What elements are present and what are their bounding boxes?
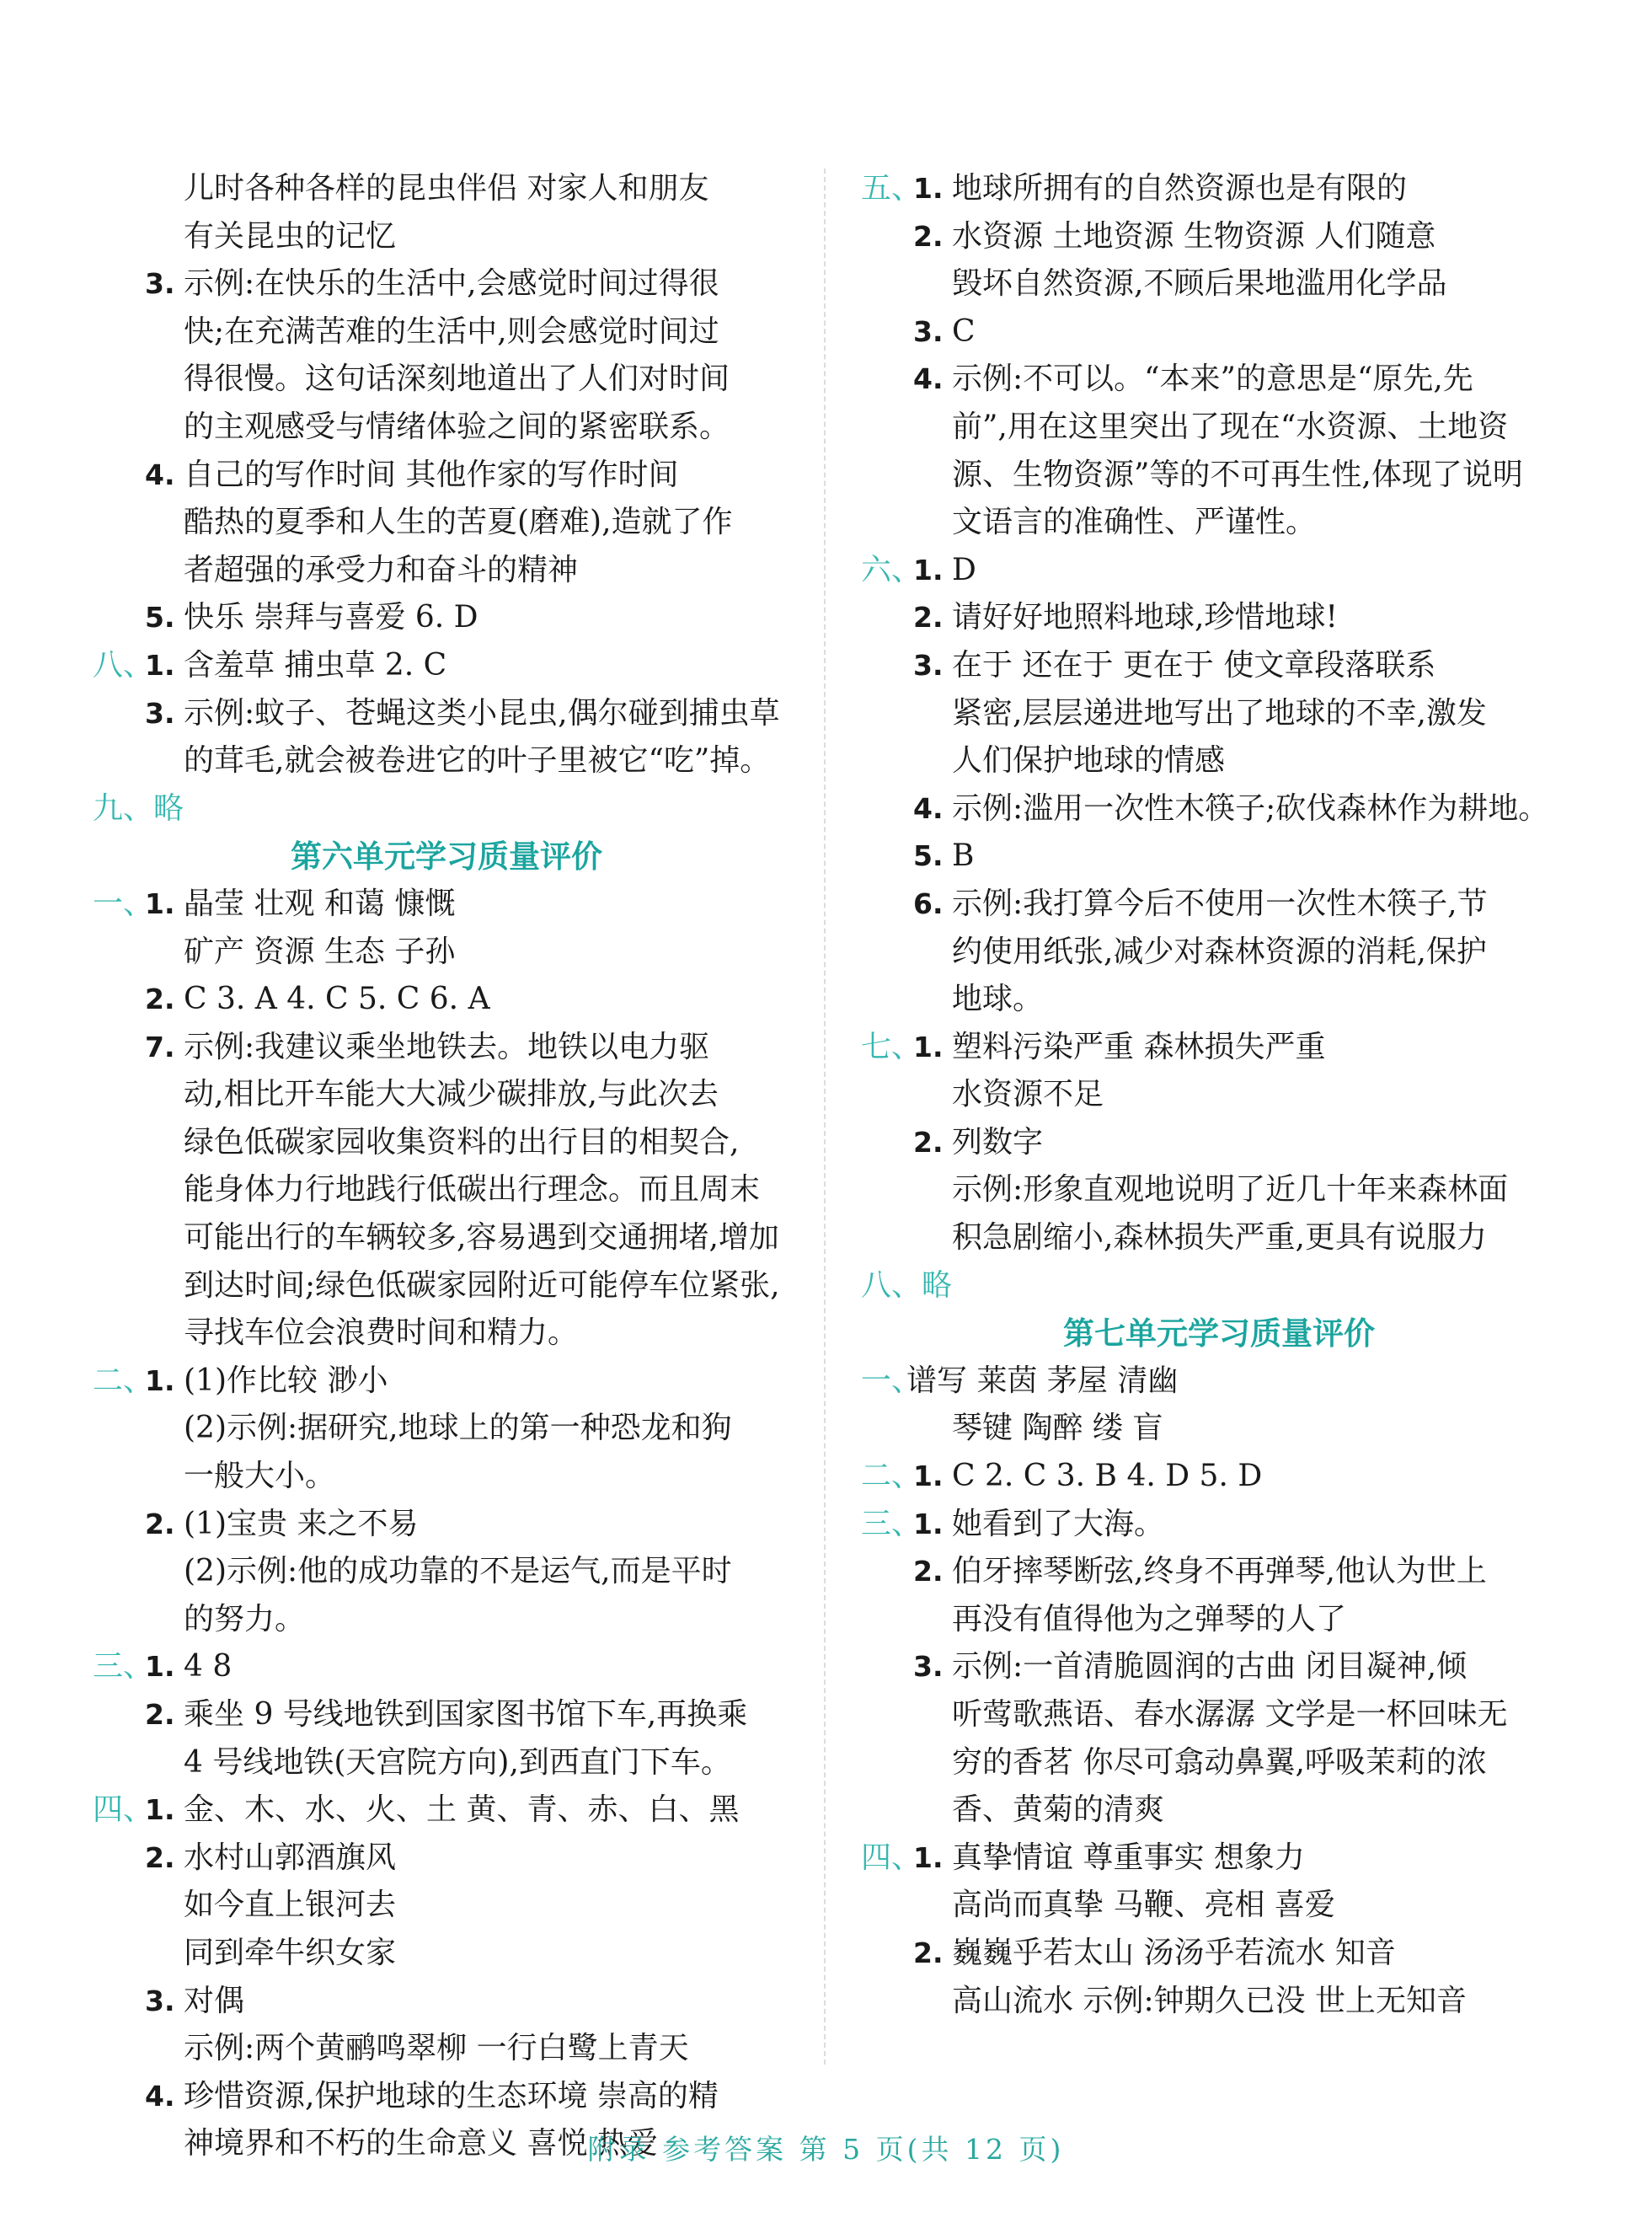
answer-text: 快乐 崇拜与喜爱 6. D — [184, 600, 478, 635]
answer-text: 地球。 — [952, 982, 1044, 1017]
section-marker: 二、 — [93, 1363, 154, 1398]
unit-heading: 第六单元学习质量评价 — [291, 838, 602, 876]
answer-line — [93, 404, 800, 452]
answer-text: 示例:形象直观地说明了近几十年来森林面 — [952, 1172, 1509, 1208]
answer-text: (1)宝贵 来之不易 — [184, 1506, 419, 1541]
answer-line — [93, 547, 800, 595]
answer-text: 绿色低碳家园收集资料的出行目的相契合, — [184, 1124, 740, 1160]
answer-line — [861, 1786, 1577, 1835]
section-marker: 五、 — [861, 171, 922, 206]
answer-line — [93, 1548, 800, 1596]
question-number: 1. — [913, 1030, 944, 1063]
answer-text: 琴键 陶醉 缕 盲 — [952, 1411, 1163, 1446]
answer-text: 示例:我建议乘坐地铁去。地铁以电力驱 — [184, 1029, 710, 1064]
answer-line — [861, 1358, 1577, 1406]
question-number: 1. — [913, 553, 944, 587]
answer-line — [861, 1166, 1577, 1214]
answer-line — [93, 1262, 800, 1310]
answer-line — [93, 881, 800, 929]
answer-line — [861, 1739, 1577, 1787]
answer-text: 的努力。 — [184, 1601, 306, 1636]
answer-text: 高尚而真挚 马鞭、亮相 喜爱 — [952, 1888, 1335, 1923]
answer-line — [93, 1405, 800, 1453]
answer-text: 有关昆虫的记忆 — [184, 218, 397, 254]
answer-text: 再没有值得他为之弹琴的人了 — [952, 1601, 1347, 1636]
answer-text: 前”,用在这里突出了现在“水资源、土地资 — [952, 409, 1509, 444]
answer-text: 高山流水 示例:钟期久已没 世上无知音 — [952, 1983, 1468, 2018]
answer-text: 穷的香茗 你尽可翕动鼻翼,呼吸茉莉的浓 — [952, 1744, 1487, 1780]
answer-text: 对偶 — [184, 1983, 245, 2018]
answer-text: 晶莹 壮观 和蔼 慷慨 — [184, 886, 456, 921]
answer-line — [861, 1978, 1577, 2026]
question-number: 7. — [145, 1030, 175, 1063]
answer-text: 示例:在快乐的生活中,会感觉时间过得很 — [184, 266, 719, 302]
answer-line — [93, 1978, 800, 2026]
section-marker: 九、略 — [93, 790, 184, 826]
answer-text: 示例:滥用一次性木筷子;砍伐森林作为耕地。 — [952, 790, 1549, 826]
question-number: 2. — [145, 1840, 175, 1874]
answer-text: 珍惜资源,保护地球的生态环境 崇高的精 — [184, 2078, 719, 2113]
question-number: 4. — [145, 2079, 175, 2113]
answer-line — [93, 1643, 800, 1691]
answer-text: 在于 还在于 更在于 使文章段落联系 — [952, 647, 1436, 683]
answer-line — [93, 2073, 800, 2121]
answer-text: 快;在充满苦难的生活中,则会感觉时间过 — [184, 313, 719, 349]
answer-line — [93, 1596, 800, 1644]
question-number: 2. — [145, 1698, 175, 1731]
answer-line — [861, 1262, 1577, 1310]
answer-text: 示例:两个黄鹂鸣翠柳 一行白鹭上青天 — [184, 2031, 689, 2066]
answer-line — [93, 1310, 800, 1358]
answer-text: (2)示例:据研究,地球上的第一种恐龙和狗 — [184, 1411, 732, 1446]
question-number: 3. — [145, 1984, 175, 2017]
answer-line — [861, 547, 1577, 595]
answer-line — [861, 308, 1577, 356]
unit-heading: 第七单元学习质量评价 — [1063, 1315, 1375, 1353]
answer-text: 如今直上银河去 — [184, 1888, 397, 1923]
answer-text: 到达时间;绿色低碳家园附近可能停车位紧张, — [184, 1267, 780, 1303]
answer-line — [861, 881, 1577, 929]
answer-line — [93, 1071, 800, 1119]
answer-text: 能身体力行地践行低碳出行理念。而且周末 — [184, 1172, 761, 1208]
answer-text: 地球所拥有的自然资源也是有限的 — [952, 171, 1408, 206]
answer-line — [861, 976, 1577, 1024]
answer-line — [93, 213, 800, 261]
question-number: 1. — [913, 172, 944, 205]
column-divider — [824, 169, 826, 2065]
question-number: 1. — [145, 1793, 175, 1827]
answer-text: 一般大小。 — [184, 1459, 336, 1494]
answer-text: 水资源不足 — [952, 1077, 1104, 1112]
answer-text: 金、木、水、火、土 黄、青、赤、白、黑 — [184, 1792, 740, 1828]
answer-text: B — [952, 838, 975, 874]
answer-text: C — [952, 313, 976, 349]
answer-text: 巍巍乎若太山 汤汤乎若流水 知音 — [952, 1935, 1396, 1970]
answer-text: 儿时各种各样的昆虫伴侣 对家人和朋友 — [184, 171, 709, 206]
answer-text: (2)示例:他的成功靠的不是运气,而是平时 — [184, 1554, 732, 1589]
answer-line — [861, 1882, 1577, 1930]
section-marker: 八、略 — [861, 1267, 953, 1303]
answer-text: 水资源 土地资源 生物资源 人们随意 — [952, 218, 1436, 254]
answer-line — [861, 1071, 1577, 1119]
answer-text: C 2. C 3. B 4. D 5. D — [952, 1459, 1263, 1494]
answer-line — [861, 690, 1577, 738]
answer-line — [93, 1691, 800, 1739]
answer-line — [861, 1835, 1577, 1883]
answer-line — [861, 452, 1577, 500]
question-number: 1. — [913, 1840, 944, 1874]
answer-text: D — [952, 552, 976, 587]
question-number: 2. — [913, 219, 944, 253]
answer-line — [861, 1691, 1577, 1739]
question-number: 2. — [913, 601, 944, 635]
answer-line — [93, 1166, 800, 1214]
section-marker: 八、 — [93, 647, 154, 683]
section-marker: 四、 — [93, 1792, 154, 1828]
section-marker: 二、 — [861, 1459, 922, 1494]
answer-line — [861, 165, 1577, 213]
question-number: 5. — [913, 839, 944, 873]
answer-text: 得很慢。这句话深刻地道出了人们对时间 — [184, 362, 730, 397]
answer-line — [93, 642, 800, 690]
answer-line — [93, 1501, 800, 1549]
answer-line — [93, 737, 800, 785]
question-number: 1. — [145, 1650, 175, 1684]
answer-line — [93, 1024, 800, 1072]
answer-text: 示例:不可以。“本来”的意思是“原先,先 — [952, 362, 1473, 397]
section-marker: 一、 — [861, 1363, 922, 1398]
answer-line — [861, 737, 1577, 785]
page-footer: 附录 参考答案 第 5 页(共 12 页) — [587, 2133, 1065, 2166]
answer-line — [861, 213, 1577, 261]
answer-line — [93, 594, 800, 642]
answer-text: 酷热的夏季和人生的苦夏(磨难),造就了作 — [184, 505, 733, 540]
section-marker: 四、 — [861, 1840, 922, 1875]
answer-text: 矿产 资源 生态 子孙 — [184, 934, 456, 969]
answer-text: 的茸毛,就会被卷进它的叶子里被它“吃”掉。 — [184, 743, 771, 779]
answer-text: 4 号线地铁(天宫院方向),到西直门下车。 — [184, 1744, 731, 1780]
answer-line — [93, 1453, 800, 1501]
question-number: 2. — [145, 1507, 175, 1540]
answer-text: 示例:一首清脆圆润的古曲 闭目凝神,倾 — [952, 1649, 1468, 1685]
answer-text: 自己的写作时间 其他作家的写作时间 — [184, 457, 679, 492]
answer-line — [861, 1405, 1577, 1453]
answer-text: 4 8 — [184, 1649, 233, 1685]
answer-line — [93, 452, 800, 500]
answer-text: 寻找车位会浪费时间和精力。 — [184, 1315, 579, 1351]
answer-text: 动,相比开车能大大减少碳排放,与此次去 — [184, 1077, 719, 1112]
answer-line — [93, 260, 800, 308]
answer-line — [93, 356, 800, 404]
answer-line — [861, 833, 1577, 881]
answer-text: 真挚情谊 尊重事实 想象力 — [952, 1840, 1305, 1875]
answer-line — [861, 1119, 1577, 1167]
answer-text: 可能出行的车辆较多,容易遇到交通拥堵,增加 — [184, 1220, 779, 1256]
answer-line — [93, 1882, 800, 1930]
answer-line — [93, 2025, 800, 2073]
answer-text: 塑料污染严重 森林损失严重 — [952, 1029, 1326, 1064]
answer-line — [93, 1119, 800, 1167]
answer-line — [861, 404, 1577, 452]
answer-text: 积急剧缩小,森林损失严重,更具有说服力 — [952, 1220, 1487, 1256]
answer-text: 人们保护地球的情感 — [952, 743, 1226, 779]
answer-text: 谱写 莱茵 茅屋 清幽 — [906, 1363, 1179, 1398]
answer-line — [861, 260, 1577, 308]
left-column — [93, 165, 800, 2168]
answer-text: 源、生物资源”等的不可再生性,体现了说明 — [952, 457, 1523, 492]
question-number: 4. — [913, 362, 944, 396]
question-number: 1. — [913, 1507, 944, 1540]
answer-text: 紧密,层层递进地写出了地球的不幸,激发 — [952, 695, 1487, 731]
answer-text: 听莺歌燕语、春水潺潺 文学是一杯回味无 — [952, 1697, 1508, 1732]
answer-line — [93, 1214, 800, 1262]
answer-line — [93, 308, 800, 356]
answer-line — [861, 1930, 1577, 1978]
answer-text: C 3. A 4. C 5. C 6. A — [184, 982, 490, 1017]
question-number: 1. — [145, 1363, 175, 1397]
answer-line — [861, 1643, 1577, 1691]
right-column — [861, 165, 1577, 2025]
question-number: 5. — [145, 601, 175, 635]
answer-text: 伯牙摔琴断弦,终身不再弹琴,他认为世上 — [952, 1554, 1487, 1589]
answer-line — [93, 499, 800, 547]
answer-line — [93, 1835, 800, 1883]
answer-line — [93, 1739, 800, 1787]
question-number: 4. — [913, 791, 944, 825]
answer-line — [861, 356, 1577, 404]
answer-line — [861, 1024, 1577, 1072]
answer-text: 约使用纸张,减少对森林资源的消耗,保护 — [952, 934, 1487, 969]
question-number: 2. — [913, 1936, 944, 1969]
answer-line — [861, 929, 1577, 977]
section-marker: 一、 — [93, 886, 154, 921]
answer-line — [861, 642, 1577, 690]
answer-line — [93, 1786, 800, 1835]
question-number: 6. — [913, 886, 944, 920]
answer-line — [861, 1453, 1577, 1501]
answer-line — [93, 165, 800, 213]
question-number: 3. — [145, 696, 175, 730]
answer-text: 水村山郭酒旗风 — [184, 1840, 397, 1875]
question-number: 3. — [913, 648, 944, 682]
answer-line — [93, 1358, 800, 1406]
question-number: 3. — [913, 1650, 944, 1684]
question-number: 2. — [913, 1555, 944, 1588]
answer-text: 神境界和不朽的生命意义 喜悦 热爱 — [184, 2126, 658, 2161]
answer-line — [861, 499, 1577, 547]
answer-text: 含羞草 捕虫草 2. C — [184, 647, 447, 683]
question-number: 1. — [145, 648, 175, 682]
answer-text: 乘坐 9 号线地铁到国家图书馆下车,再换乘 — [184, 1697, 748, 1732]
answer-line — [93, 929, 800, 977]
answer-text: 者超强的承受力和奋斗的精神 — [184, 552, 579, 587]
question-number: 1. — [145, 886, 175, 920]
answer-text: 同到牵牛织女家 — [184, 1935, 397, 1970]
answer-text: 请好好地照料地球,珍惜地球! — [952, 600, 1338, 635]
answer-line — [861, 1548, 1577, 1596]
question-number: 3. — [145, 267, 175, 301]
answer-line — [861, 785, 1577, 833]
section-marker: 三、 — [861, 1506, 922, 1541]
answer-line — [93, 1930, 800, 1978]
answer-text: 示例:蚊子、苍蝇这类小昆虫,偶尔碰到捕虫草 — [184, 695, 780, 731]
answer-line — [93, 785, 800, 833]
answer-line — [861, 594, 1577, 642]
question-number: 1. — [913, 1460, 944, 1493]
question-number: 3. — [913, 314, 944, 348]
answer-line — [93, 976, 800, 1024]
section-marker: 六、 — [861, 552, 922, 587]
section-marker: 三、 — [93, 1649, 154, 1685]
answer-text: 的主观感受与情绪体验之间的紧密联系。 — [184, 409, 730, 444]
answer-text: 她看到了大海。 — [952, 1506, 1165, 1541]
answer-text: (1)作比较 渺小 — [184, 1363, 388, 1398]
answer-line — [93, 690, 800, 738]
question-number: 2. — [145, 983, 175, 1016]
answer-line — [861, 1596, 1577, 1644]
question-number: 4. — [145, 458, 175, 491]
answer-text: 列数字 — [952, 1124, 1044, 1160]
answer-line — [861, 1214, 1577, 1262]
answer-text: 示例:我打算今后不使用一次性木筷子,节 — [952, 886, 1488, 921]
answer-line — [861, 1501, 1577, 1549]
question-number: 2. — [913, 1125, 944, 1159]
answer-text: 毁坏自然资源,不顾后果地滥用化学品 — [952, 266, 1447, 302]
answer-text: 香、黄菊的清爽 — [952, 1792, 1165, 1828]
section-marker: 七、 — [861, 1029, 922, 1064]
answer-text: 文语言的准确性、严谨性。 — [952, 505, 1317, 540]
